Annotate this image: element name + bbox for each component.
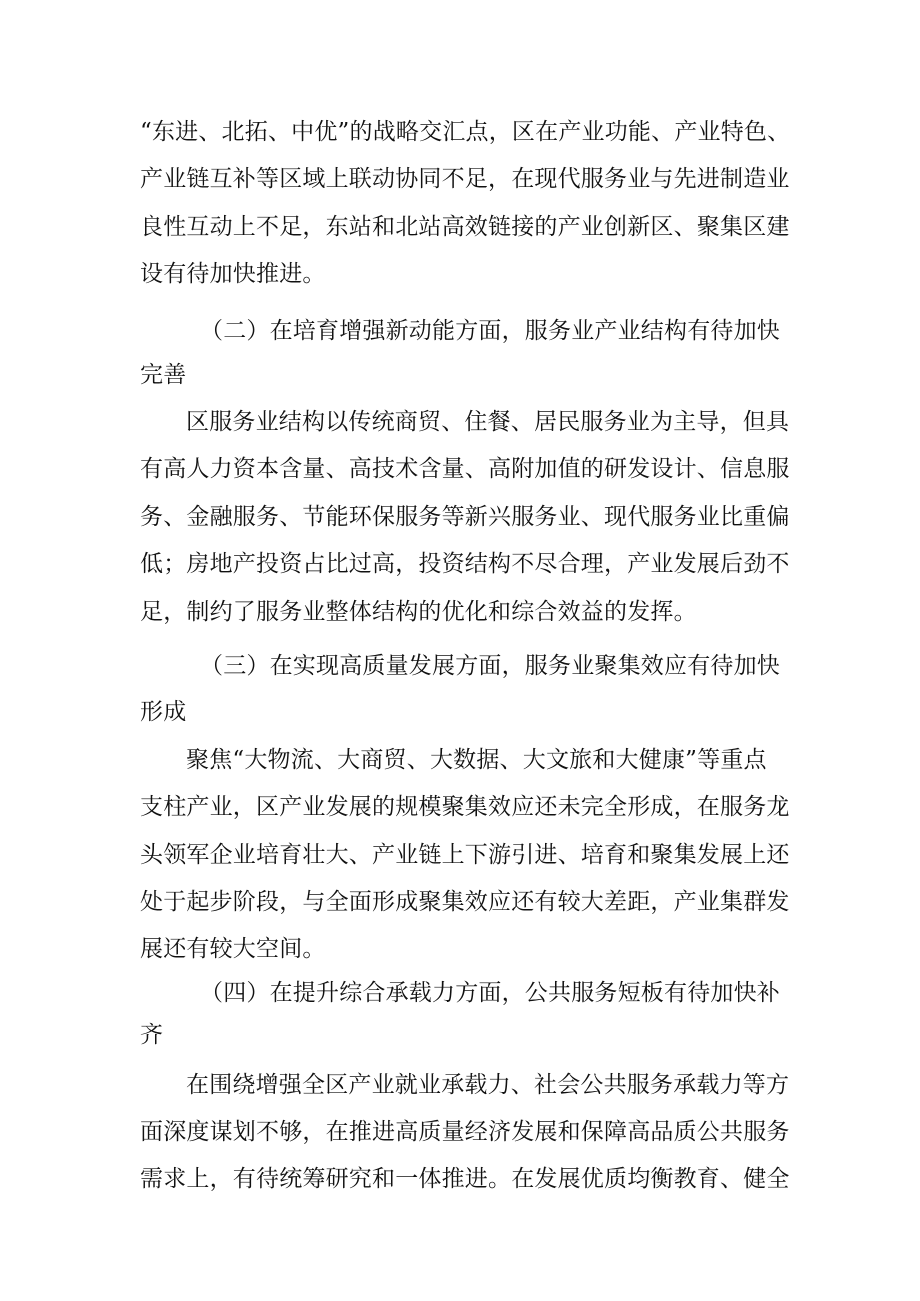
body-line: 务、金融服务、节能环保服务等新兴服务业、现代服务业比重偏 <box>140 504 790 530</box>
section-heading: （三）在实现高质量发展方面，服务业聚集效应有待加快 <box>200 653 780 679</box>
body-line: 在围绕增强全区产业就业承载力、社会公共服务承载力等方 <box>186 1072 790 1098</box>
body-line: 低；房地产投资占比过高，投资结构不尽合理，产业发展后劲不 <box>140 551 790 577</box>
body-line: 展还有较大空间。 <box>140 936 326 962</box>
body-line: 有高人力资本含量、高技术含量、高附加值的研发设计、信息服 <box>140 456 790 482</box>
section-heading: （四）在提升综合承载力方面，公共服务短板有待加快补 <box>200 980 780 1006</box>
body-line: 需求上，有待统筹研究和一体推进。在发展优质均衡教育、健全 <box>140 1166 790 1192</box>
body-line: 头领军企业培育壮大、产业链上下游引进、培育和聚集发展上还 <box>140 842 790 868</box>
body-line: 支柱产业，区产业发展的规模聚集效应还未完全形成，在服务龙 <box>140 794 790 820</box>
section-heading-continuation: 完善 <box>140 362 187 388</box>
body-line: 产业链互补等区域上联动协同不足，在现代服务业与先进制造业 <box>140 166 790 192</box>
body-line: 足，制约了服务业整体结构的优化和综合效益的发挥。 <box>140 599 697 625</box>
body-line: “东进、北拓、中优”的战略交汇点，区在产业功能、产业特色、 <box>140 119 791 145</box>
body-line: 面深度谋划不够，在推进高质量经济发展和保障高品质公共服务 <box>140 1119 790 1145</box>
section-heading-continuation: 形成 <box>140 699 187 725</box>
section-heading-continuation: 齐 <box>140 1022 164 1048</box>
body-line: 良性互动上不足，东站和北站高效链接的产业创新区、聚集区建 <box>140 214 790 240</box>
body-line: 处于起步阶段，与全面形成聚集效应还有较大差距，产业集群发 <box>140 889 790 915</box>
section-heading: （二）在培育增强新动能方面，服务业产业结构有待加快 <box>200 318 780 344</box>
body-line: 设有待加快推进。 <box>140 261 326 287</box>
body-line: 聚焦“大物流、大商贸、大数据、大文旅和大健康”等重点 <box>186 747 767 773</box>
body-line: 区服务业结构以传统商贸、住餐、居民服务业为主导，但具 <box>186 409 790 435</box>
